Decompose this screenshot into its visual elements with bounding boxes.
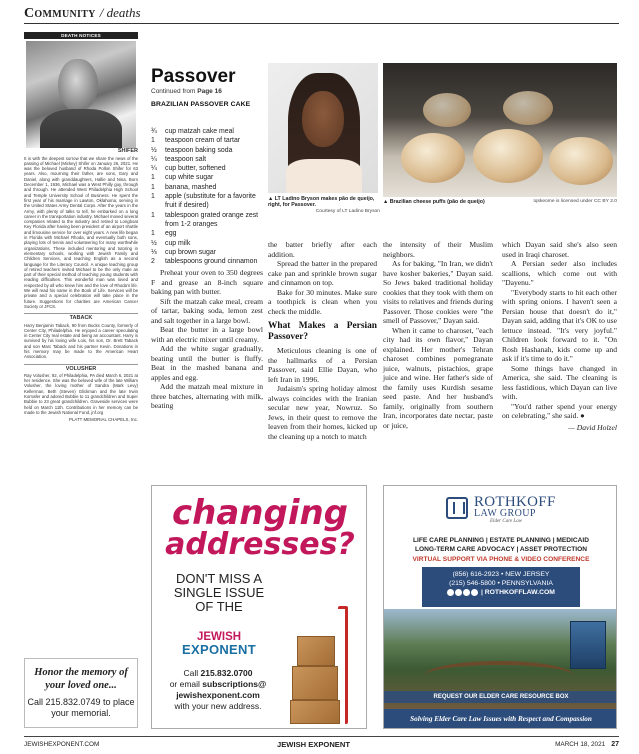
twitter-icon[interactable]: [455, 589, 462, 596]
article-paragraph: Some things have changed in America, she said. The cleaning is less fastidious, which Dayan can live with.: [502, 363, 617, 401]
obit-text-shifer: It is with the deepest sorrow that we share the news of the passing of Michael (Mickey) Shifer on January 26, 2021. He was the beloved husband of Rhoda Pollon Shifer for 63 years. Also, mourning their father, are sons, Gary and Daniel, along with granddaughters, Hallie and Nina. Born December 1, 1936, Michael was a West Philly guy, through and through. He attended West Philadelphia High School and Temple University School of Business. He spent the first year of his marriage in Lawton, Oklahoma, serving in the United States Army Dental Corps. After the years in the Army, with plenty of talks to tell, he embarked on a long career in the transportation industry. Michael moved several companies related to the industry and retired to Longboat Key Florida after having been president of an airport shuttle and limousine service for over eight years. A new life began in Florida with Michael Rhoda, and eventually both sons, playing lots of tennis and volunteering for many worthwhile organizations. These included mentoring and tutoring in elementary schools, working with Jewish Family and Children Services, and teaching English as a second language for the Literacy Council. A unique teaching group of retired teachers invited Michael to be the only male as part of their special method of teaching young students with reading difficulties. This wonderful man was loved and respected by all who knew him and the love of Rhoda's life. We will read his name in the Book of Life. Services will be private and a special celebration will take place in the future. Suggestions for charities are American Cancer Society or JFCS.: [24, 155, 138, 309]
ingredient-quantity: ½: [151, 239, 157, 247]
ingredient-quantity: 1: [151, 183, 155, 191]
ingredient-item: [151, 127, 261, 136]
photo-license-2: Iqskeome is licensed under CC BY 2.0: [533, 199, 617, 204]
ingredient-text: teaspoon cream of tartar: [165, 137, 241, 145]
resource-box-image: [570, 621, 606, 669]
ingredient-text: cup matzah cake meal: [165, 128, 234, 135]
page-footer: [24, 736, 619, 750]
rothkoff-services: LIFE CARE PLANNING | ESTATE PLANNING | MEDICAID LONG-TERM CARE ADVOCACY | ASSET PROTECTION: [413, 537, 589, 553]
ladino-bryson-photo: [268, 63, 378, 193]
ingredient-item: [151, 136, 261, 145]
ingredient-text: egg: [165, 230, 177, 238]
article-paragraph: As for baking, "In Iran, we didn't have kosher bakeries," Dayan said. So Jews baked traditional holiday cookies that they took with them on visits to relatives and friends during Passover. Those cookies were "the smell of Passover," Dayan said.: [383, 259, 493, 325]
section-header: Community / deaths: [24, 4, 619, 24]
ingredient-item: [151, 239, 261, 248]
exponent-subscription-ad[interactable]: [151, 485, 367, 729]
ingredient-item: [151, 146, 261, 155]
rothkoff-phone-nj[interactable]: (856) 616-2923 • NEW JERSEY: [452, 571, 550, 578]
continued-page-link[interactable]: Page 16: [197, 88, 222, 95]
article-paragraph: "Everybody starts to hit each other with spring onions. I haven't seen a Persian house that doesn't do it," Dayan said, adding that it's OK to use lettuce instead. "It's very joyful." Children look forward to it. "On Rosh Hashanah, kids come up and ask if it's time to do it.": [502, 287, 617, 363]
ingredient-quantity: ¼: [151, 165, 157, 173]
ingredient-text: tablespoon grated orange zest from 1-2 oranges: [165, 211, 259, 228]
ingredient-text: banana, mashed: [165, 183, 217, 191]
ad-exponent-text: EXPONENT: [182, 642, 256, 657]
ad-email[interactable]: subscriptions@ jewishexponent.com: [176, 679, 267, 700]
memorial-ad: [24, 658, 138, 728]
ingredient-item: [151, 211, 261, 230]
persian-passover-heading: What Makes a Persian Passover?: [268, 321, 377, 342]
ingredient-quantity: 1: [151, 174, 155, 182]
ingredient-text: tablespoons ground cinnamon: [165, 258, 258, 266]
rothkoff-logo-icon: [446, 497, 468, 519]
photo-caption-1-text: ▲ LT Ladino Bryson makes pão de queijo, right, for Passover.: [268, 196, 375, 209]
rothkoff-request-link[interactable]: REQUEST OUR ELDER CARE RESOURCE BOX: [384, 691, 617, 703]
ad-phone[interactable]: 215.832.0700: [200, 668, 253, 678]
ingredient-text: cup milk: [165, 239, 191, 247]
ingredient-quantity: 1: [151, 137, 155, 145]
ad-addresses-text: addresses?: [165, 527, 355, 562]
memorial-ad-headline: Honor the memory of your loved one...: [34, 667, 128, 691]
moving-box-icon: [292, 666, 338, 700]
photo-caption-2-text: ▲ Brazilian cheese puffs (pão de queijo): [383, 199, 485, 205]
ingredient-text: apple (substitute for a favorite fruit if desired): [165, 193, 256, 210]
article-title: Passover: [151, 66, 236, 87]
article-paragraph: Add the matzah meal mixture in three batches, alternating with milk, beating: [151, 382, 263, 410]
death-notices-label: DEATH NOTICES: [24, 32, 138, 39]
ingredient-quantity: 2: [151, 258, 155, 266]
ad-jewish-text: JEWISH: [196, 631, 242, 643]
obit-name-taback: TABACK: [24, 313, 138, 321]
ingredient-text: teaspoon baking soda: [165, 146, 233, 154]
hand-truck-icon: [338, 606, 348, 724]
youtube-icon[interactable]: [463, 589, 470, 596]
rothkoff-firm-name: ROTHKOFF: [474, 494, 556, 510]
ingredient-quantity: 1: [151, 230, 155, 238]
ingredient-item: [151, 257, 261, 266]
obit-text-volusher: Ray Volusher, 92, of Philadelphia, PA died March 6, 2021 at her residence. She was the beloved wife of the late William Volusher, the loving mother of Sandra (Mark Levy) Kellerman, Beth (Steven) Glickman and the late Irwin Kornafer and adored Bubbie to 11 grandchildren and Super Bubbie to 23 great grandchildren. Graveside services were held on March 11th. Contributions in her memory can be made to the Jewish National Fund, jnf.org: [24, 372, 138, 415]
cheese-puffs-photo: [383, 63, 617, 197]
rothkoff-virtual-support: VIRTUAL SUPPORT VIA PHONE & VIDEO CONFERENCE: [412, 556, 590, 563]
facebook-icon[interactable]: [447, 589, 454, 596]
rothkoff-phone-pa[interactable]: (215) 546-5800 • PENNSYLVANIA: [449, 580, 553, 587]
ingredient-quantity: ⅓: [151, 248, 157, 256]
bridge-image: [424, 661, 574, 691]
rothkoff-law-ad[interactable]: [383, 485, 617, 729]
ad-changing-text: changing: [171, 493, 349, 533]
ingredient-item: [151, 164, 261, 173]
obit-name-shifer: SHIFER: [117, 148, 138, 155]
obit-text-taback: Harry Benjamin Taback, 90 from Bucks County, formerly of Center City, Philadelphia. He enjoyed a career speculating in Center City real estate and being an accountant. Harry is survived by his loving wife Lois, his son, Dr. Brett Taback and son Marc Taback and his partner Kevin. Donations in his memory may be made to the American Heart Association.: [24, 322, 138, 360]
memorial-ad-call: Call 215.832.0749 to place your memorial.: [27, 697, 135, 718]
continued-from: Continued from Page 16: [151, 88, 222, 95]
ingredient-item: [151, 173, 261, 182]
rothkoff-tagline: Elder Care Law: [490, 519, 523, 524]
article-paragraph: Sift the matzah cake meal, cream of tartar, baking soda, lemon zest and salt together in a large bowl.: [151, 296, 263, 325]
article-paragraph: Add the white sugar gradually, beating until the butter is fluffy. Beat in the mashed banana and apples and egg.: [151, 344, 263, 382]
ingredient-quantity: ¼: [151, 155, 157, 163]
article-paragraph: which Dayan said she's also seen used in Iraqi charoset.: [502, 240, 617, 259]
article-paragraph: "You'd rather spend your energy on celebrating," she said. ●: [502, 401, 617, 420]
subsection-title: deaths: [106, 5, 141, 20]
rothkoff-website-link[interactable]: | ROTHKOFFLAW.COM: [480, 589, 555, 596]
moving-box-icon: [297, 636, 335, 666]
article-column-4: [502, 240, 617, 432]
article-paragraph: Preheat your oven to 350 degrees F and grease an 8-inch square baking pan with butter.: [151, 268, 263, 296]
recipe-title: BRAZILIAN PASSOVER CAKE: [151, 101, 251, 108]
article-column-3: [383, 240, 493, 430]
rothkoff-slogan: Solving Elder Care Law Issues with Respect and Compassion: [384, 709, 617, 729]
obit-name-volusher: VOLUSHER: [24, 364, 138, 372]
ingredient-quantity: ½: [151, 146, 157, 154]
photo-credit-1: Courtesy of LT Ladino Bryson: [315, 208, 380, 214]
article-column-1: [151, 268, 263, 411]
article-byline: — David Holzel: [568, 422, 617, 432]
footer-date-page: MARCH 18, 2021 27: [555, 741, 619, 748]
rothkoff-contact-box: [422, 567, 580, 607]
ingredient-quantity: ¾: [151, 128, 157, 135]
ingredient-text: cup brown sugar: [165, 248, 216, 256]
ingredient-item: [151, 248, 261, 257]
rothkoff-firm-name-2: LAW GROUP: [474, 508, 536, 519]
ingredient-item: [151, 183, 261, 192]
ingredient-list: [151, 127, 261, 266]
article-paragraph: When it came to charoset, "each city had its own flavor," Dayan explained. Her mother's Tehran charoset combines pomegranate juice, walnuts, pistachios, grape juice and wine. Her father's side of the family uses Kurdish sesame seed paste. And her husband's family, originally from southern Iran, incorporates date nectar, paste or juice,: [383, 325, 493, 430]
ad-contact: Call 215.832.0700 or email subscriptions@ jewishexponent.com with your new address.: [169, 668, 267, 711]
article-paragraph: Meticulous cleaning is one of the hallmarks of a Persian Passover, said Ellie Dayan, who left Iran in 1996.: [268, 346, 377, 384]
article-paragraph: the intensity of their Muslim neighbors.: [383, 240, 493, 259]
ingredient-item: [151, 192, 261, 211]
article-column-2: [268, 240, 377, 441]
page-number: 27: [611, 741, 619, 748]
article-paragraph: Spread the batter in the prepared cake pan and sprinkle brown sugar and cinnamon on top.: [268, 259, 377, 287]
photo-caption-2: [383, 199, 617, 205]
article-paragraph: the batter briefly after each addition.: [268, 240, 377, 259]
article-paragraph: Judaism's spring holiday almost always coincides with the Iranian secular new year, Nowruz. So Jews, in their quest to remove the leaven from their homes, kicked up the cleaning up a notch to match: [268, 384, 377, 441]
article-paragraph: Beat the butter in a large bowl with an electric mixer until creamy.: [151, 325, 263, 344]
ad-dont-miss-text: DON'T MISS A SINGLE ISSUE OF THE: [173, 571, 265, 614]
ingredient-quantity: 1: [151, 193, 155, 201]
ingredient-item: [151, 229, 261, 238]
section-title: Community: [24, 6, 96, 21]
ingredient-item: [151, 155, 261, 164]
moving-box-icon: [290, 700, 340, 724]
obit-signature: PLATT MEMORIAL CHAPELS, Inc.: [69, 417, 138, 423]
ingredient-text: cup white sugar: [165, 174, 214, 182]
ingredient-text: cup butter, softened: [165, 165, 226, 173]
photo-caption-1: [268, 196, 380, 215]
linkedin-icon[interactable]: [471, 589, 478, 596]
footer-paper: JEWISH EXPONENT: [277, 740, 350, 749]
death-notices-column: [24, 32, 138, 728]
article-paragraph: A Persian seder also includes scallions, which come out with "Dayenu.": [502, 259, 617, 287]
article-paragraph: Bake for 30 minutes. Make sure a toothpick is clean when you check the middle.: [268, 287, 377, 316]
ingredient-text: teaspoon salt: [165, 155, 206, 163]
obituary-photo: [26, 41, 136, 148]
ingredient-quantity: 1: [151, 211, 155, 219]
footer-site[interactable]: JEWISHEXPONENT.COM: [24, 741, 100, 748]
